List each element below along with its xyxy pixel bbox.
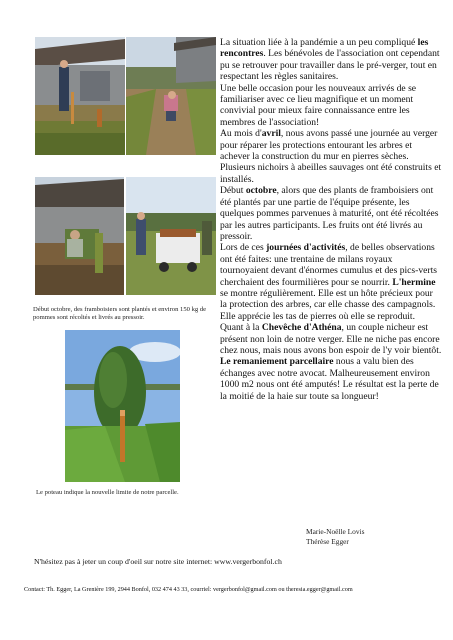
footer-contact: Contact: Th. Egger, La Grenière 199, 2944 Bonfol, 032 474 43 33, courriel: vergerbonfol@gmail.com ou theresia.egger@gmail.com <box>24 586 353 593</box>
paragraph-intro: La situation liée à la pandémie a un peu compliqué les rencontres. Les bénévoles de l'association ont cependant pu se retrouver pour travailler dans le pré-verger, tout en respectant les règles sanitaires. <box>220 37 440 83</box>
photo-field-digging <box>126 37 216 155</box>
paragraph-remaniement: Le remaniement parcellaire nous a valu bien des échanges avec notre avocat. Malheureusement environ 1000 m2 nous ont été amputés! Le résultat est la perte de la moitié de la haie sur toute sa longueur! <box>220 356 439 402</box>
paragraph-occasion: Une belle occasion pour les nouveaux arrivés de se familiariser avec ce lieu magnifique et un moment convivial pour mieux faire connaissance entre les membres de l'association! <box>220 82 417 128</box>
photo-boundary-post <box>65 330 180 482</box>
photo-caption-planting: Début octobre, des framboisiers sont plantés et environ 150 kg de pommes sont récoltés et livrés au pressoir. <box>33 306 207 321</box>
article-body <box>220 37 442 402</box>
paragraph-observations: Lors de ces journées d'activités, de belles observations ont été faites: une trentaine de milans royaux tournoyaient devant d'énormes cumulus et des pics-verts cherchaient des fourmilières pour se nourrir. L'hermine se montre régulièrement. Elle est un hôte précieux pour la protection des arbres, car elle chasse des campagnols. Elle apprécie les tas de pierres où elle se reproduit. <box>220 242 437 322</box>
footer-website-note: N'hésitez pas à jeter un coup d'oeil sur notre site internet: www.vergerbonfol.ch <box>34 557 282 566</box>
signature-1: Marie-Noëlle Lovis <box>306 527 365 536</box>
photo-caption-post: Le poteau indique la nouvelle limite de notre parcelle. <box>36 489 179 496</box>
signature-2: Thérèse Egger <box>306 537 349 546</box>
photo-planting-raspberries <box>35 177 124 295</box>
paragraph-cheveche: Quant à la Chevêche d'Athéna, un couple nicheur est présent non loin de notre verger. Elle ne niche pas encore chez nous, mais nous avons bon espoir de l'y voir bientôt. <box>220 322 442 356</box>
photo-barn-post <box>35 37 125 155</box>
paragraph-october: Début octobre, alors que des plants de framboisiers ont été plantés par une partie de l'équipe présente, les quelques pommes parvenues à maturité, ont été récoltées par les autres participants. Les fruits ont été livrés au pressoir. <box>220 185 439 242</box>
paragraph-april: Au mois d'avril, nous avons passé une journée au verger pour réparer les protections entourant les arbres et achever la construction du mur en pierres sèches. Plusieurs nichoirs à abeilles sauvages ont été construits et installés. <box>220 128 442 185</box>
photo-trailer-apples <box>126 177 216 295</box>
